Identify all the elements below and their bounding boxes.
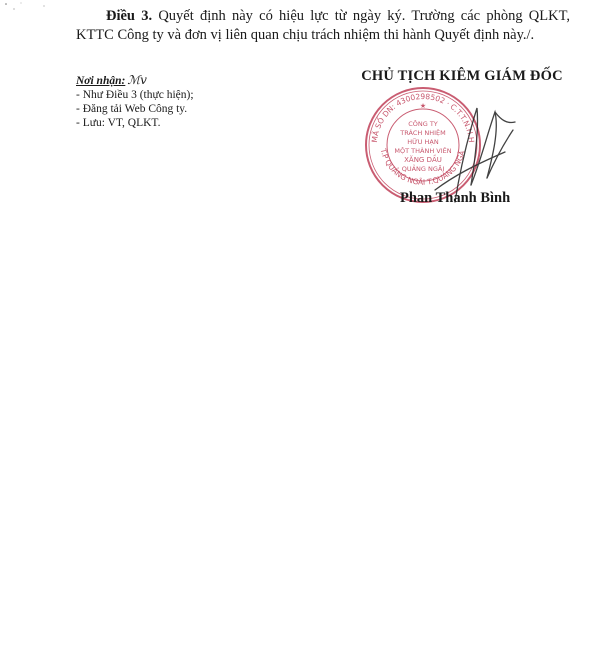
- signature-block: [352, 68, 572, 85]
- scan-specks: [0, 0, 60, 20]
- signer-name: Phan Thanh Bình: [400, 190, 511, 206]
- recipient-item: - Đăng tải Web Công ty.: [76, 103, 188, 115]
- handwritten-initial: ℳv: [127, 73, 147, 87]
- svg-text:CÔNG TY: CÔNG TY: [408, 120, 438, 128]
- article-label: Điều 3.: [106, 8, 153, 24]
- signer-title: CHỦ TỊCH KIÊM GIÁM ĐỐC: [361, 68, 563, 84]
- svg-text:★: ★: [419, 102, 427, 110]
- svg-text:MÃ SỐ DN: 4300298502 · C.T.T.N: MÃ SỐ DN: 4300298502 · C.T.T.N.H.H: [369, 92, 476, 144]
- recipient-item: - Lưu: VT, QLKT.: [76, 117, 161, 129]
- svg-text:TRÁCH NHIỆM: TRÁCH NHIỆM: [400, 129, 446, 137]
- article-text: Quyết định này có hiệu lực từ ngày ký. Trường các phòng QLKT, KTTC Công ty và đơn vị liên quan chịu trách nhiệm thi hành Quyết định này./.: [76, 8, 571, 43]
- recipients-block: [76, 73, 296, 130]
- recipient-item: - Như Điều 3 (thực hiện);: [76, 89, 194, 101]
- svg-text:HỮU HẠN: HỮU HẠN: [407, 138, 439, 146]
- svg-text:MỘT THÀNH VIÊN: MỘT THÀNH VIÊN: [394, 147, 452, 155]
- svg-text:QUẢNG NGÃI: QUẢNG NGÃI: [401, 165, 445, 173]
- svg-text:XĂNG DẦU: XĂNG DẦU: [404, 156, 442, 164]
- recipients-heading: Nơi nhận:: [76, 75, 126, 87]
- svg-text:T.P QUẢNG NGÃI T.QUẢNG NGÃI: T.P QUẢNG NGÃI T.QUẢNG NGÃ: [378, 147, 467, 187]
- article-3: [76, 7, 570, 45]
